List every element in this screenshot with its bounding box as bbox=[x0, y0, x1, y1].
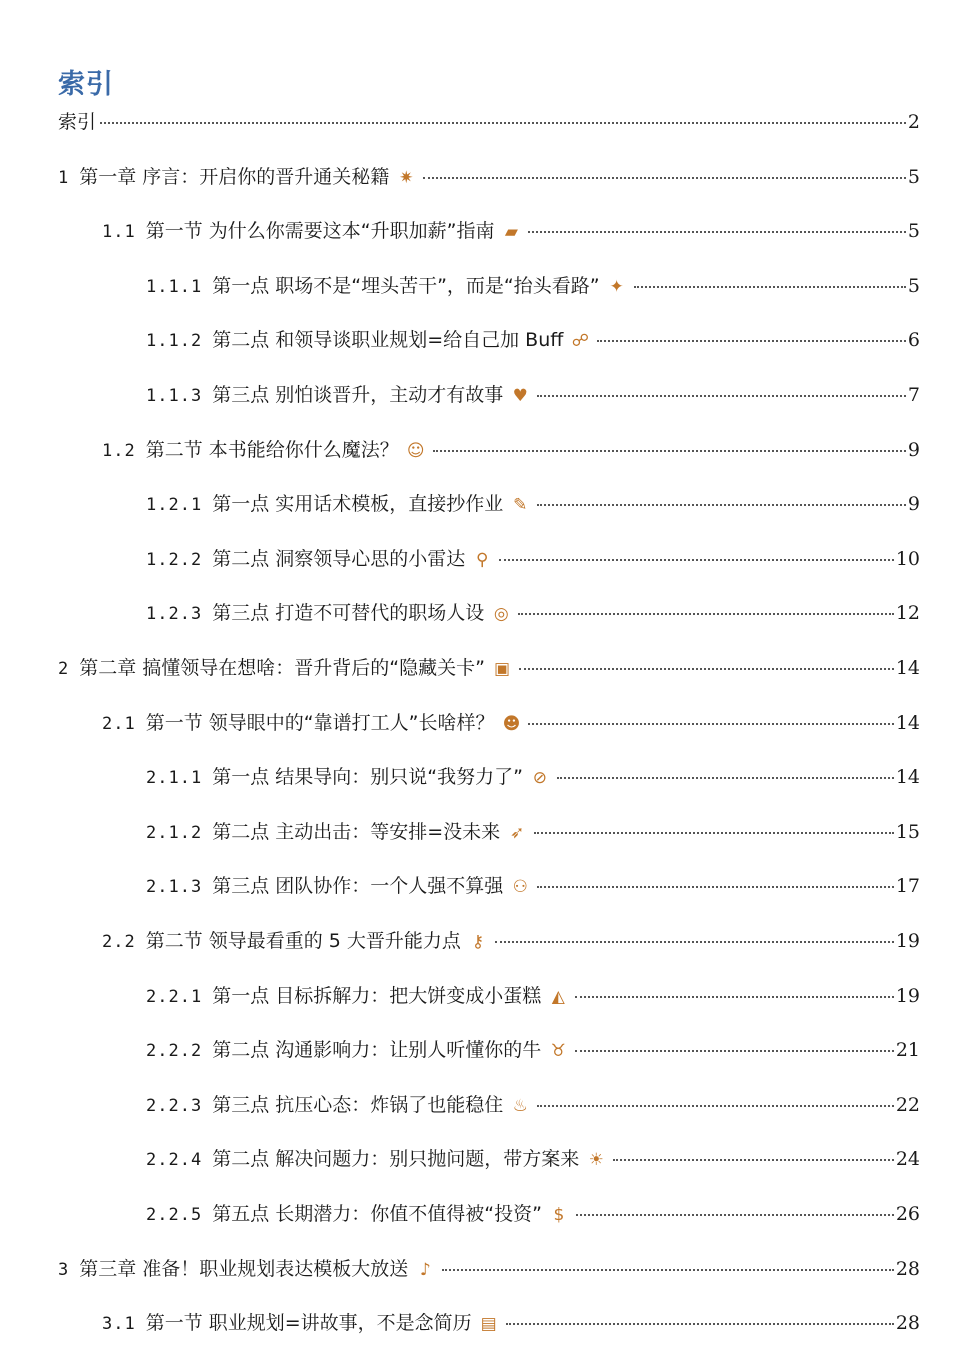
toc-entry-number: 2 bbox=[58, 659, 70, 679]
money-bag-icon: $ bbox=[553, 1205, 565, 1225]
toc-page-number: 28 bbox=[895, 1312, 920, 1335]
toc-page-number: 7 bbox=[907, 384, 920, 406]
toc-page-number: 10 bbox=[895, 547, 920, 570]
toc-page-number: 21 bbox=[895, 1039, 920, 1062]
toc-entry-text: 第二点 沟通影响力：让别人听懂你的牛 bbox=[212, 1039, 542, 1062]
toc-entry-number: 2.2 bbox=[102, 932, 136, 952]
toc-entry-title bbox=[58, 650, 515, 687]
toc-entry-number: 1.1.2 bbox=[146, 331, 203, 352]
toc-entry[interactable] bbox=[102, 705, 920, 741]
toc-entry-text: 第一节 为什么你需要这本“升职加薪”指南 bbox=[145, 220, 495, 243]
briefcase-icon: ▰ bbox=[504, 222, 518, 243]
cow-face-icon: ♉ bbox=[550, 1041, 566, 1062]
toc-entry[interactable] bbox=[146, 486, 920, 522]
toc-entry-title bbox=[146, 1087, 533, 1124]
toc-entry[interactable] bbox=[146, 759, 920, 795]
toc-entry-title bbox=[146, 486, 533, 523]
toc-entry-text: 索引 bbox=[58, 111, 97, 133]
toc-entry-title bbox=[146, 868, 533, 905]
toc-leader-dots bbox=[518, 613, 894, 615]
toc-leader-dots bbox=[499, 559, 894, 561]
toc-entry-title bbox=[102, 705, 524, 742]
toc-entry[interactable] bbox=[58, 650, 920, 686]
toc-entry[interactable] bbox=[146, 541, 920, 577]
toc-leader-dots bbox=[528, 723, 893, 725]
toc-entry-title bbox=[146, 541, 495, 578]
toc-entry-title bbox=[102, 213, 524, 250]
toc-leader-dots bbox=[575, 996, 894, 998]
toc-entry-title bbox=[58, 104, 96, 140]
toc-leader-dots bbox=[506, 1323, 894, 1325]
toc-leader-dots bbox=[575, 1050, 894, 1052]
toc-entry-number: 1 bbox=[58, 167, 70, 188]
toc-leader-dots bbox=[576, 1214, 894, 1216]
toc-entry-number: 2.2.2 bbox=[146, 1041, 203, 1062]
toc-entry-number: 1.1.1 bbox=[146, 276, 203, 297]
toc-leader-dots bbox=[534, 832, 894, 834]
toc-entry-text: 第一点 实用话术模板，直接抄作业 bbox=[212, 493, 504, 516]
toc-entry-number: 2.2.5 bbox=[146, 1205, 203, 1225]
toc-leader-dots bbox=[433, 450, 906, 452]
toc-entry-title bbox=[146, 595, 514, 632]
red-heart-icon: ♥ bbox=[512, 386, 528, 406]
toc-entry[interactable] bbox=[102, 1305, 920, 1341]
toc-page-number: 14 bbox=[895, 657, 920, 679]
toc-page-number: 2 bbox=[907, 111, 920, 133]
toc-entry-number: 2.2.3 bbox=[146, 1095, 203, 1116]
toc-entry[interactable] bbox=[146, 377, 920, 413]
toc-leader-dots bbox=[537, 1105, 894, 1107]
cake-slice-icon: ◭ bbox=[551, 986, 565, 1007]
toc-entry-text: 第一点 结果导向：别只说“我努力了” bbox=[212, 766, 523, 789]
toc-page-number: 19 bbox=[895, 984, 920, 1007]
toc-entry-title bbox=[146, 268, 630, 305]
toc-page-number: 9 bbox=[907, 438, 920, 461]
toc-entry-number: 1.1.3 bbox=[146, 386, 203, 406]
toc-entry-title bbox=[102, 923, 491, 960]
toc-entry-text: 第三点 团队协作：一个人强不算强 bbox=[212, 875, 504, 898]
toc-entry-text: 第一点 目标拆解力：把大饼变成小蛋糕 bbox=[212, 984, 542, 1007]
people-holding-hands-icon: ⚇ bbox=[512, 877, 528, 898]
toc-entry-title bbox=[146, 978, 571, 1015]
magnifying-glass-icon: ⚲ bbox=[476, 549, 489, 570]
toc-entry-text: 第三点 抗压心态：炸锅了也能稳住 bbox=[212, 1093, 504, 1116]
toc-entry[interactable] bbox=[146, 978, 920, 1014]
open-book-icon: ▤ bbox=[480, 1314, 497, 1335]
prohibited-icon: ⊘ bbox=[532, 768, 548, 789]
toc-entry-text: 第一节 职业规划=讲故事，不是念简历 bbox=[145, 1312, 472, 1335]
toc-entry-number: 2.1 bbox=[102, 713, 136, 734]
toc-entry-text: 第二点 主动出击：等安排=没未来 bbox=[212, 820, 501, 843]
toc-entry-number: 1.2.2 bbox=[146, 549, 203, 570]
toc-page-number: 24 bbox=[895, 1148, 920, 1171]
woman-mage-icon: ☺ bbox=[406, 440, 425, 461]
toc-entry[interactable] bbox=[146, 595, 920, 631]
toc-leader-dots bbox=[537, 886, 894, 888]
toc-entry-title bbox=[146, 1141, 609, 1178]
toc-page-number: 14 bbox=[895, 766, 920, 789]
toc-entry-text: 第一章 序言：开启你的晋升通关秘籍 bbox=[79, 165, 390, 188]
toc-page-number: 5 bbox=[907, 165, 920, 188]
flexed-biceps-icon: ☍ bbox=[571, 331, 589, 352]
toc-entry-text: 第一点 职场不是“埋头苦干”，而是“抬头看路” bbox=[212, 274, 600, 297]
toc-entry-text: 第二章 搞懂领导在想啥：晋升背后的“隐藏关卡” bbox=[79, 657, 485, 679]
toc-page-number: 14 bbox=[895, 711, 920, 734]
toc-entry-number: 2.2.1 bbox=[146, 986, 203, 1007]
toc-entry-title bbox=[102, 432, 429, 469]
toc-page-number: 17 bbox=[895, 875, 920, 898]
toc-entry-number: 2.1.3 bbox=[146, 877, 203, 898]
toc-entry[interactable] bbox=[58, 1251, 920, 1287]
toc-leader-dots bbox=[557, 777, 894, 779]
toc-page-number: 15 bbox=[895, 820, 920, 843]
toc-entry-text: 第二节 领导最看重的 5 大晋升能力点 bbox=[145, 930, 461, 952]
rocket-icon: ➶ bbox=[510, 822, 525, 843]
toc-leader-dots bbox=[537, 504, 906, 506]
toc-leader-dots bbox=[100, 122, 906, 124]
toc-entry[interactable] bbox=[146, 868, 920, 904]
toc-page-number: 19 bbox=[895, 930, 920, 952]
toc-entry-title bbox=[58, 1251, 438, 1288]
toc-entry[interactable] bbox=[102, 923, 920, 959]
toc-page-number: 9 bbox=[907, 493, 920, 516]
toc-entry[interactable] bbox=[102, 213, 920, 249]
toc-entry-text: 第二点 解决问题力：别只抛问题，带方案来 bbox=[212, 1148, 580, 1171]
bullseye-icon: ◎ bbox=[493, 604, 509, 625]
toc-entry[interactable] bbox=[146, 268, 920, 304]
toc-page-number: 22 bbox=[895, 1093, 920, 1116]
toc-entry-title bbox=[146, 322, 593, 359]
toc-leader-dots bbox=[613, 1159, 894, 1161]
toc-page-number: 5 bbox=[907, 220, 920, 243]
toc-entry-number: 2.1.1 bbox=[146, 768, 203, 789]
toc-entry-title bbox=[58, 159, 419, 196]
sunglasses-face-icon: ☻ bbox=[502, 713, 521, 734]
toc-entry[interactable] bbox=[146, 1087, 920, 1123]
microphone-icon: ♪ bbox=[419, 1259, 431, 1280]
key-icon: ⚷ bbox=[471, 932, 485, 952]
toc-entry[interactable] bbox=[58, 104, 920, 140]
toc-entry[interactable] bbox=[58, 159, 920, 195]
toc-entry-title bbox=[102, 1305, 502, 1342]
toc-entry[interactable] bbox=[146, 814, 920, 850]
toc-page-number: 6 bbox=[907, 329, 920, 352]
toc-entry-number: 3.1 bbox=[102, 1314, 136, 1335]
toc-entry[interactable] bbox=[102, 432, 920, 468]
toc-entry-title bbox=[146, 759, 553, 796]
game-controller-icon: ▣ bbox=[493, 659, 511, 679]
toc-page-number: 12 bbox=[895, 602, 920, 625]
toc-entry[interactable] bbox=[146, 1141, 920, 1177]
memo-icon: ✎ bbox=[513, 495, 528, 516]
toc-entry-text: 第三章 准备！职业规划表达模板大放送 bbox=[79, 1257, 409, 1280]
toc-entry-number: 1.2.3 bbox=[146, 604, 203, 625]
toc-entry-number: 1.2.1 bbox=[146, 495, 203, 516]
toc-leader-dots bbox=[495, 941, 894, 943]
toc-leader-dots bbox=[597, 340, 906, 342]
toc-entry-title bbox=[146, 1196, 572, 1233]
fire-icon: ♨ bbox=[512, 1095, 528, 1116]
toc-entry-number: 3 bbox=[58, 1259, 70, 1280]
light-bulb-icon: ☀ bbox=[588, 1150, 604, 1171]
toc-entry-title bbox=[146, 377, 533, 414]
toc-page-number: 5 bbox=[907, 274, 920, 297]
toc-leader-dots bbox=[519, 668, 894, 670]
toc-page-number: 26 bbox=[895, 1203, 920, 1225]
toc-leader-dots bbox=[634, 286, 906, 288]
toc-entry-number: 2.1.2 bbox=[146, 822, 203, 843]
toc-entry-text: 第二节 本书能给你什么魔法？ bbox=[145, 438, 399, 461]
toc-entry-title bbox=[146, 1032, 571, 1069]
toc-entry-number: 1.1 bbox=[102, 222, 136, 243]
toc-entry-text: 第三点 打造不可替代的职场人设 bbox=[212, 602, 485, 625]
toc-leader-dots bbox=[442, 1269, 894, 1271]
toc-entry-number: 1.2 bbox=[102, 440, 136, 461]
toc-entry[interactable] bbox=[146, 1032, 920, 1068]
toc-entry-text: 第二点 和领导谈职业规划=给自己加 Buff bbox=[212, 329, 564, 352]
toc-entry-text: 第五点 长期潜力：你值不值得被“投资” bbox=[212, 1203, 542, 1225]
sparkles-icon: ✦ bbox=[609, 276, 624, 297]
toc-entry-text: 第一节 领导眼中的“靠谱打工人”长啥样？ bbox=[145, 711, 495, 734]
toc-entry-number: 2.2.4 bbox=[146, 1150, 203, 1171]
toc-heading: 索引 bbox=[58, 69, 114, 100]
toc-entry-title bbox=[146, 814, 530, 851]
toc-leader-dots bbox=[528, 231, 905, 233]
toc-page-number: 28 bbox=[895, 1257, 920, 1280]
toc-leader-dots bbox=[537, 395, 906, 397]
toc-leader-dots bbox=[423, 177, 906, 179]
toc-entry[interactable] bbox=[146, 322, 920, 358]
toc-entry[interactable] bbox=[146, 1196, 920, 1232]
toc-entry-text: 第二点 洞察领导心思的小雷达 bbox=[212, 547, 466, 570]
toc-entry-text: 第三点 别怕谈晋升，主动才有故事 bbox=[212, 384, 504, 406]
sparkle-icon: ✷ bbox=[399, 167, 414, 188]
